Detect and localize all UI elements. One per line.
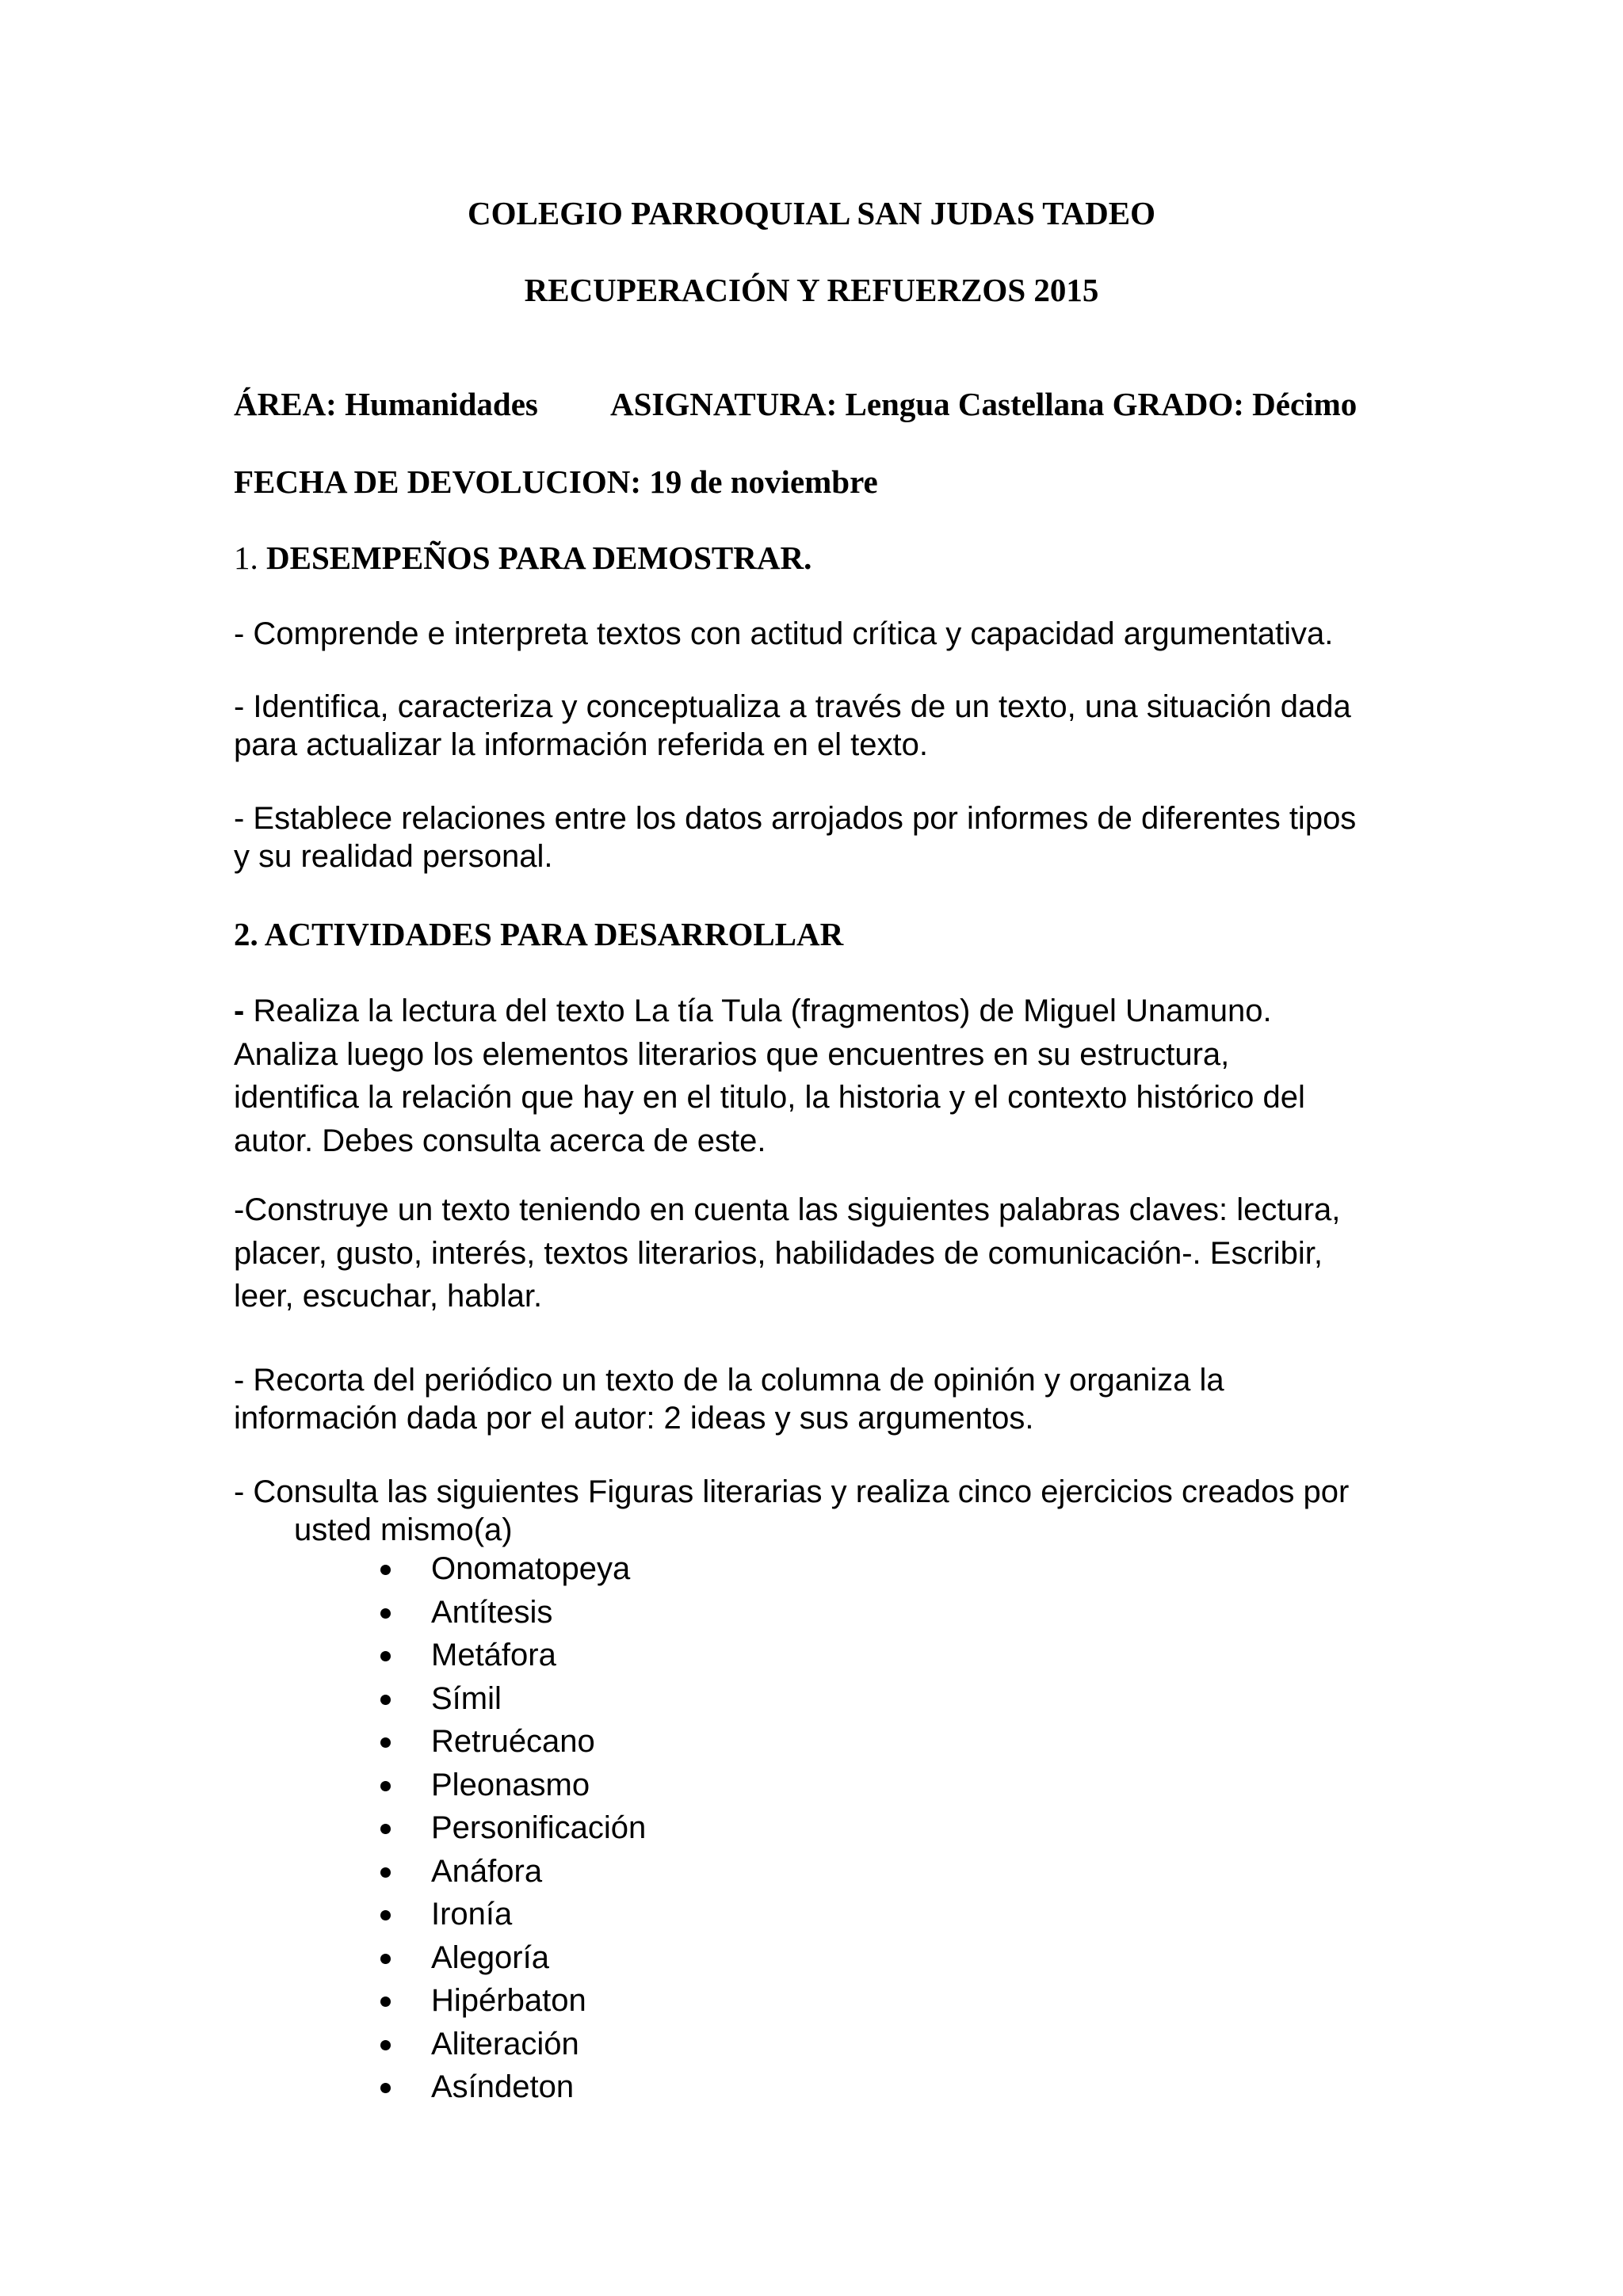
activity-recorta bbox=[234, 1361, 1423, 1437]
figura-label: Hipérbaton bbox=[431, 1983, 586, 2018]
list-item bbox=[379, 1764, 646, 1807]
activity-line: usted mismo(a) bbox=[294, 1512, 513, 1547]
list-item bbox=[379, 1634, 646, 1677]
section-1-heading bbox=[234, 539, 812, 577]
figura-label: Ironía bbox=[431, 1897, 513, 1932]
bullet-icon bbox=[380, 1910, 391, 1920]
section-2-heading: 2. ACTIVIDADES PARA DESARROLLAR bbox=[234, 916, 844, 952]
list-item bbox=[379, 1547, 646, 1591]
activity-consulta bbox=[234, 1473, 1423, 1549]
list-item bbox=[379, 1850, 646, 1894]
activity-line: leer, escuchar, hablar. bbox=[234, 1279, 543, 1314]
section-1-title: DESEMPEÑOS PARA DEMOSTRAR. bbox=[266, 540, 812, 576]
figura-label: Asíndeton bbox=[431, 2069, 575, 2104]
activity-line: autor. Debes consulta acerca de este. bbox=[234, 1123, 766, 1158]
bullet-icon bbox=[380, 2040, 391, 2050]
figura-label: Alegoría bbox=[431, 1939, 549, 1975]
list-item bbox=[379, 1893, 646, 1936]
desempeno-line: y su realidad personal. bbox=[234, 839, 553, 874]
bullet-icon bbox=[380, 1867, 391, 1878]
bullet-icon bbox=[380, 1608, 391, 1619]
bullet-icon bbox=[380, 1565, 391, 1575]
list-item bbox=[379, 1720, 646, 1764]
activity-line: - Recorta del periódico un texto de la columna de opinión y organiza la bbox=[234, 1363, 1224, 1398]
list-item bbox=[379, 1591, 646, 1634]
activity-line: Analiza luego los elementos literarios que encuentres en su estructura, bbox=[234, 1036, 1230, 1072]
figura-label: Anáfora bbox=[431, 1853, 543, 1889]
desempeno-item bbox=[234, 615, 1423, 653]
bullet-icon bbox=[380, 1781, 391, 1791]
activity-lectura bbox=[234, 990, 1423, 1162]
desempeno-item bbox=[234, 799, 1423, 875]
fecha-devolucion: FECHA DE DEVOLUCION: 19 de noviembre bbox=[234, 463, 878, 500]
list-item bbox=[379, 1979, 646, 2023]
activity-line: placer, gusto, interés, textos literarios, habilidades de comunicación-. Escribir, bbox=[234, 1235, 1323, 1271]
bullet-icon bbox=[380, 2083, 391, 2093]
desempeno-line: para actualizar la información referida en el texto. bbox=[234, 727, 929, 762]
figura-label: Metáfora bbox=[431, 1638, 556, 1672]
activity-construye bbox=[234, 1188, 1423, 1318]
figura-label: Pleonasmo bbox=[431, 1767, 590, 1802]
list-item bbox=[379, 2065, 646, 2109]
activity-dash: - bbox=[234, 994, 245, 1028]
figura-label: Aliteración bbox=[431, 2026, 579, 2061]
bullet-icon bbox=[380, 1695, 391, 1705]
desempeno-item bbox=[234, 688, 1423, 764]
section-1-number: 1. bbox=[234, 540, 258, 576]
desempeno-line: - Comprende e interpreta textos con actitud crítica y capacidad argumentativa. bbox=[234, 616, 1334, 651]
activity-line: identifica la relación que hay en el titulo, la historia y el contexto histórico del bbox=[234, 1080, 1305, 1115]
desempeno-line: - Establece relaciones entre los datos arrojados por informes de diferentes tipos bbox=[234, 801, 1357, 836]
desempeno-line: - Identifica, caracteriza y conceptualiza a través de un texto, una situación dada bbox=[234, 689, 1351, 724]
activity-line-text: Realiza la lectura del texto La tía Tula (fragmentos) de Miguel Unamuno. bbox=[244, 994, 1272, 1028]
list-item bbox=[379, 1806, 646, 1850]
figura-label: Antítesis bbox=[431, 1594, 553, 1630]
figura-label: Símil bbox=[431, 1680, 502, 1716]
figura-label: Personificación bbox=[431, 1810, 647, 1845]
figuras-literarias-list bbox=[379, 1547, 646, 2109]
list-item bbox=[379, 1936, 646, 1980]
activity-line: -Construye un texto teniendo en cuenta las siguientes palabras claves: lectura, bbox=[234, 1192, 1341, 1227]
area-label: ÁREA: Humanidades bbox=[234, 386, 538, 422]
list-item bbox=[379, 1677, 646, 1721]
bullet-icon bbox=[380, 1651, 391, 1661]
activity-line: - Consulta las siguientes Figuras literarias y realiza cinco ejercicios creados por bbox=[234, 1474, 1350, 1509]
activity-line bbox=[234, 990, 1423, 1033]
figura-label: Retruécano bbox=[431, 1724, 595, 1759]
list-item bbox=[379, 2023, 646, 2066]
bullet-icon bbox=[380, 1997, 391, 2007]
bullet-icon bbox=[380, 1737, 391, 1748]
school-title: COLEGIO PARROQUIAL SAN JUDAS TADEO bbox=[468, 195, 1155, 231]
bullet-icon bbox=[380, 1954, 391, 1964]
activity-line: información dada por el autor: 2 ideas y sus argumentos. bbox=[234, 1401, 1034, 1436]
document-subtitle: RECUPERACIÓN Y REFUERZOS 2015 bbox=[524, 272, 1099, 308]
bullet-icon bbox=[380, 1824, 391, 1834]
asignatura-grado-label: ASIGNATURA: Lengua Castellana GRADO: Décimo bbox=[610, 386, 1358, 422]
figura-label: Onomatopeya bbox=[431, 1551, 631, 1586]
